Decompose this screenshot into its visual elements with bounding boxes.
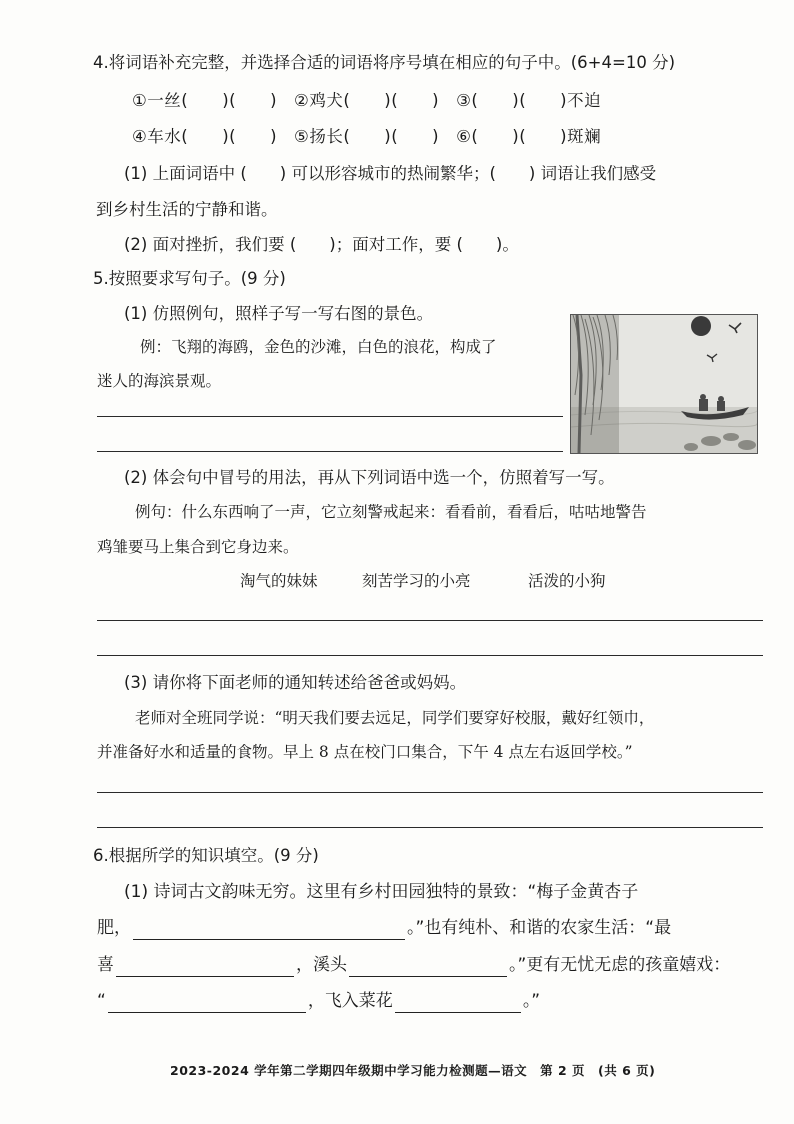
q6-blank-1[interactable] [133, 921, 405, 940]
q5-part2-option-3: 活泼的小狗 [528, 572, 606, 590]
q6-line-2-start: 肥， [97, 918, 131, 938]
q6-line-2 [97, 916, 671, 940]
q5-part2-instruction: (2) 体会句中冒号的用法，再从下列词语中选一个，仿照着写一写。 [124, 468, 615, 487]
q6-blank-4[interactable] [108, 994, 306, 1013]
q4-word-row-2: ④车水( )( ) ⑤扬长( )( ) ⑥( )( )斑斓 [132, 127, 602, 146]
page-footer: 2023-2024 学年第二学期四年级期中学习能力检测题—语文 第 2 页 (共 6 页) [170, 1063, 656, 1078]
q5-part2-option-1: 淘气的妹妹 [240, 572, 318, 590]
q5-part1-instruction: (1) 仿照例句，照样子写一写右图的景色。 [124, 304, 434, 323]
q4-sentence-1-line-2: 到乡村生活的宁静和谐。 [96, 200, 278, 219]
q6-line-3 [97, 953, 730, 977]
q6-title: 6.根据所学的知识填空。(9 分) [93, 846, 319, 865]
q6-line-4-start: “ [97, 991, 106, 1011]
q6-line-3-end: 。”更有无忧无虑的孩童嬉戏： [509, 955, 731, 975]
q4-title: 4.将词语补充完整，并选择合适的词语将序号填在相应的句子中。(6+4=10 分) [93, 53, 676, 72]
q6-line-3-start: 喜 [97, 955, 114, 975]
q4-word-row-1: ①一丝( )( ) ②鸡犬( )( ) ③( )( )不迫 [132, 91, 602, 110]
lake-scene-illustration [570, 314, 758, 454]
lake-willow-boat-icon [571, 315, 757, 453]
q5-part1-example-line-2: 迷人的海滨景观。 [97, 372, 222, 390]
q5-part2-answer-line-1[interactable] [97, 620, 763, 621]
q5-part3-answer-line-1[interactable] [97, 792, 763, 793]
q5-part3-quote-line-2: 并准备好水和适量的食物。早上 8 点在校门口集合，下午 4 点左右返回学校。” [97, 743, 633, 761]
q6-blank-5[interactable] [395, 994, 521, 1013]
q4-sentence-1-line-1: (1) 上面词语中 ( ) 可以形容城市的热闹繁华；( ) 词语让我们感受 [124, 164, 657, 183]
q6-line-2-end: 。”也有纯朴、和谐的农家生活：“最 [407, 918, 672, 938]
q6-line-4 [97, 989, 540, 1013]
q6-line-4-end: 。” [522, 991, 541, 1011]
q5-part2-option-2: 刻苦学习的小亮 [362, 572, 471, 590]
q5-title: 5.按照要求写句子。(9 分) [93, 269, 286, 288]
q4-sentence-2: (2) 面对挫折，我们要 ( )；面对工作，要 ( )。 [124, 235, 519, 254]
q5-part1-answer-line-1[interactable] [97, 416, 563, 417]
q6-line-4-mid: ，飞入菜花 [307, 991, 393, 1011]
q5-part3-quote-line-1: 老师对全班同学说：“明天我们要去远足，同学们要穿好校服，戴好红领巾， [135, 709, 655, 727]
q6-blank-2[interactable] [116, 958, 294, 977]
q6-line-3-mid: ，溪头 [296, 955, 347, 975]
q5-part1-example-line-1: 例：飞翔的海鸥，金色的沙滩，白色的浪花，构成了 [140, 338, 497, 356]
q6-blank-3[interactable] [349, 958, 507, 977]
q5-part2-example-line-1: 例句：什么东西响了一声，它立刻警戒起来：看看前，看看后，咕咕地警告 [135, 503, 647, 521]
q5-part3-answer-line-2[interactable] [97, 827, 763, 828]
q5-part1-answer-line-2[interactable] [97, 451, 563, 452]
q5-part2-example-line-2: 鸡雏要马上集合到它身边来。 [97, 538, 299, 556]
q5-part3-instruction: (3) 请你将下面老师的通知转述给爸爸或妈妈。 [124, 673, 467, 692]
q5-part2-answer-line-2[interactable] [97, 655, 763, 656]
q6-line-1: (1) 诗词古文韵味无穷。这里有乡村田园独特的景致：“梅子金黄杏子 [124, 882, 639, 902]
